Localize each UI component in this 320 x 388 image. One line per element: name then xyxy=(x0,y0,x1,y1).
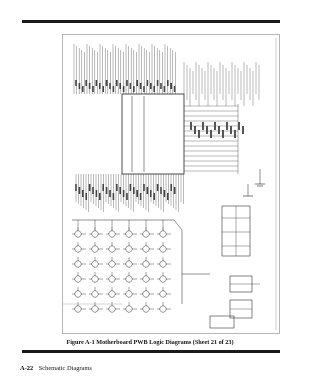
figure-caption: Figure A-1 Motherboard PWB Logic Diagrams (Sheet 21 of 23) xyxy=(66,339,234,346)
bottom-circuit-small-1 xyxy=(230,276,260,292)
top-rule xyxy=(22,20,280,23)
ground-symbol-2 xyxy=(243,184,253,196)
page-number: A-22 xyxy=(20,365,34,372)
upper-signal-bus xyxy=(74,44,259,106)
ground-symbol-1 xyxy=(255,169,265,186)
section-title: Schematic Diagrams xyxy=(38,365,92,372)
pin-labels xyxy=(75,80,244,200)
main-ic-body xyxy=(122,94,184,174)
bottom-circuit-left xyxy=(222,206,250,256)
bottom-rule xyxy=(22,350,280,353)
bottom-circuit-small-2 xyxy=(230,300,252,318)
page-footer xyxy=(20,365,92,372)
rc-network-grid xyxy=(72,220,182,312)
schematic-diagram xyxy=(62,34,280,334)
